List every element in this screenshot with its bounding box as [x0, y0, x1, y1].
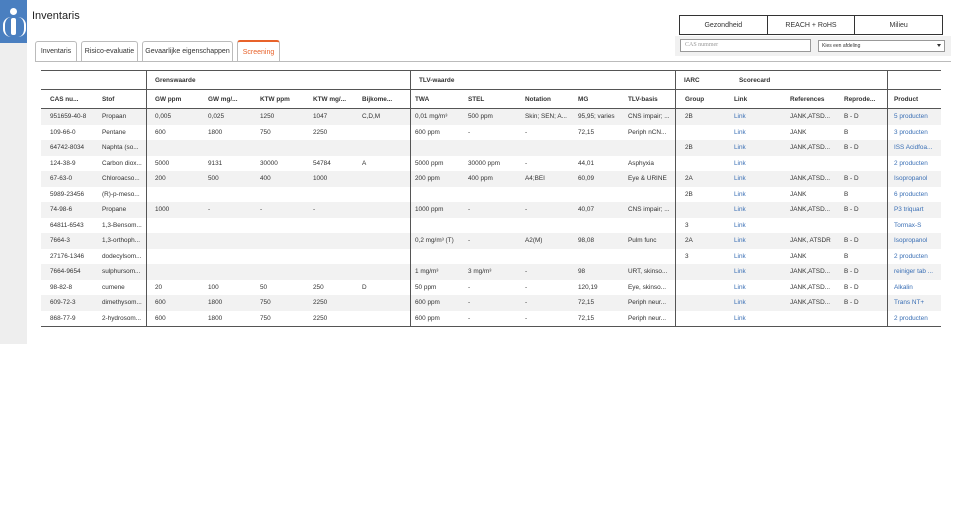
table-cell: 72,15	[578, 128, 594, 136]
table-cell: -	[525, 299, 528, 307]
table-cell	[313, 249, 361, 265]
column-header-6[interactable]: Bijkome...	[362, 95, 393, 103]
column-header-16[interactable]: Product	[894, 95, 919, 103]
table-cell	[313, 264, 361, 280]
table-cell: Periph nCN...	[628, 128, 667, 136]
milieu-button[interactable]: Milieu	[889, 21, 908, 29]
table-cell: 2-hydrosom...	[102, 314, 142, 322]
table-cell: D	[362, 283, 367, 291]
table-cell: 600	[155, 314, 166, 322]
table-cell: 600	[155, 128, 166, 136]
table-cell	[790, 156, 842, 172]
table-cell: 2B	[685, 190, 693, 198]
group-header-grenswaarde: Grenswaarde	[155, 76, 196, 84]
scorecard-link[interactable]: Link	[734, 175, 746, 183]
table-cell	[628, 140, 680, 156]
table-cell	[260, 233, 310, 249]
table-cell: -	[208, 206, 211, 214]
table-cell: 44,01	[578, 159, 594, 167]
table-cell: JANK,ATSD...	[790, 268, 831, 276]
table-cell: 750	[260, 314, 271, 322]
table-cell	[208, 140, 258, 156]
table-cell: -	[468, 283, 471, 291]
table-cell: -	[525, 314, 528, 322]
tab-risico-evaluatie[interactable]: Risico-evaluatie	[81, 41, 138, 61]
table-cell: dimethysom...	[102, 299, 142, 307]
table-cell	[362, 311, 412, 327]
table-cell: 0,005	[155, 113, 171, 121]
table-cell	[525, 218, 575, 234]
group-header-tlv-waarde: TLV-waarde	[419, 76, 455, 84]
table-cell: 30000 ppm	[468, 159, 500, 167]
table-cell: Skin; SEN; A...	[525, 113, 567, 121]
scorecard-link[interactable]: Link	[734, 128, 746, 136]
table-cell: 3	[685, 221, 689, 229]
table-cell: 200 ppm	[415, 175, 440, 183]
table-cell: 2A	[685, 237, 693, 245]
table-cell: JANK	[790, 128, 807, 136]
table-cell: 40,07	[578, 206, 594, 214]
table-cell: 7664-3	[50, 237, 70, 245]
table-cell	[155, 218, 205, 234]
scorecard-link[interactable]: Link	[734, 268, 746, 276]
table-cell: Periph neur...	[628, 299, 667, 307]
table-cell: 2B	[685, 113, 693, 121]
column-header-row	[41, 90, 941, 109]
table-cell: CNS impair; ...	[628, 206, 670, 214]
table-cell: Carbon diox...	[102, 159, 142, 167]
product-link[interactable]: Trans NT+	[894, 299, 925, 307]
table-cell	[362, 264, 412, 280]
table-cell: -	[260, 206, 263, 214]
table-cell: 600 ppm	[415, 299, 440, 307]
table-cell	[468, 140, 523, 156]
table-cell	[790, 311, 842, 327]
table-cell: B - D	[844, 144, 859, 152]
table-cell	[260, 264, 310, 280]
scorecard-link[interactable]: Link	[734, 283, 746, 291]
table-cell: 67-63-0	[50, 175, 73, 183]
table-cell	[362, 218, 412, 234]
sidebar	[0, 0, 27, 344]
table-cell: 64811-6543	[50, 221, 84, 229]
table-cell: JANK,ATSD...	[790, 206, 831, 214]
table-cell: -	[525, 268, 528, 276]
column-header-8[interactable]: STEL	[468, 95, 485, 103]
table-cell	[155, 264, 205, 280]
table-cell	[362, 187, 412, 203]
table-row[interactable]	[41, 171, 941, 187]
table-cell	[208, 187, 258, 203]
table-cell: sulphursom...	[102, 268, 141, 276]
table-cell: 1 mg/m³	[415, 268, 439, 276]
table-cell: 200	[155, 175, 166, 183]
table-cell	[685, 295, 730, 311]
table-cell: 64742-8034	[50, 144, 85, 152]
scorecard-link[interactable]: Link	[734, 144, 746, 152]
scorecard-link[interactable]: Link	[734, 113, 746, 121]
table-cell: C,D,M	[362, 113, 381, 121]
table-cell: 600 ppm	[415, 314, 440, 322]
table-cell: A2(M)	[525, 237, 543, 245]
table-cell	[208, 233, 258, 249]
table-cell: 750	[260, 128, 271, 136]
table-cell	[578, 140, 626, 156]
column-header-3[interactable]: GW mg/...	[208, 95, 238, 103]
table-cell: 500	[208, 175, 219, 183]
table-cell: 95,95; varies	[578, 113, 615, 121]
table-cell	[362, 295, 412, 311]
table-cell: 400	[260, 175, 271, 183]
column-header-11[interactable]: TLV-basis	[628, 95, 658, 103]
product-link[interactable]: 2 producten	[894, 314, 928, 322]
table-cell	[415, 249, 467, 265]
column-header-13[interactable]: Link	[734, 95, 748, 103]
table-cell: 20	[155, 283, 163, 291]
table-cell: B	[844, 252, 849, 260]
table-row[interactable]	[41, 218, 941, 234]
table-cell: 1800	[208, 128, 223, 136]
table-cell: A	[362, 159, 367, 167]
table-cell: B - D	[844, 113, 859, 121]
table-cell	[628, 218, 680, 234]
chevron-down-icon	[937, 44, 941, 47]
table-cell: 250	[313, 283, 324, 291]
product-link[interactable]: P3 triquart	[894, 206, 924, 214]
table-cell: 1800	[208, 299, 223, 307]
table-cell: dodecylsom...	[102, 252, 142, 260]
table-cell: A4;BEI	[525, 175, 545, 183]
table-cell: JANK	[790, 190, 807, 198]
table-cell: 74-98-6	[50, 206, 73, 214]
table-cell: 2250	[313, 314, 328, 322]
table-cell: 1000 ppm	[415, 206, 444, 214]
table-cell: Pentane	[102, 128, 126, 136]
table-cell: 5000	[155, 159, 170, 167]
table-cell: 5000 ppm	[415, 159, 444, 167]
table-cell	[155, 249, 205, 265]
product-link[interactable]: reiniger tab ...	[894, 268, 934, 276]
column-divider	[675, 70, 676, 327]
tab-gevaarlijke-eigenschappen[interactable]: Gevaarlijke eigenschappen	[142, 41, 233, 61]
product-link[interactable]: Alkalin	[894, 283, 913, 291]
product-link[interactable]: 2 producten	[894, 159, 928, 167]
table-row[interactable]	[41, 125, 941, 141]
page-title: Inventaris	[32, 10, 80, 22]
table-cell	[685, 125, 730, 141]
table-cell	[468, 249, 523, 265]
scorecard-link[interactable]: Link	[734, 206, 746, 214]
table-cell	[415, 140, 467, 156]
table-cell: JANK,ATSD...	[790, 144, 831, 152]
table-row[interactable]	[41, 140, 941, 156]
table-cell: -	[525, 206, 528, 214]
scorecard-link[interactable]: Link	[734, 159, 746, 167]
table-cell: JANK,ATSD...	[790, 283, 831, 291]
table-cell	[313, 233, 361, 249]
table-cell	[844, 156, 891, 172]
table-cell	[362, 125, 412, 141]
table-cell: -	[468, 314, 471, 322]
table-cell: 1000	[313, 175, 328, 183]
table-cell: -	[468, 206, 471, 214]
department-select[interactable]	[818, 40, 945, 52]
table-cell: 0,025	[208, 113, 224, 121]
column-header-10[interactable]: MG	[578, 95, 589, 103]
table-cell: Naphta (so...	[102, 144, 139, 152]
table-cell: (R)-p-meso...	[102, 190, 140, 198]
scorecard-link[interactable]: Link	[734, 237, 746, 245]
table-cell: 0,01 mg/m³	[415, 113, 448, 121]
table-cell	[685, 311, 730, 327]
product-link[interactable]: Isopropanol	[894, 237, 928, 245]
table-cell	[415, 187, 467, 203]
table-cell	[155, 140, 205, 156]
reach-rohs-button[interactable]: REACH + RoHS	[768, 16, 856, 34]
table-cell: JANK	[790, 252, 807, 260]
table-cell: Chloroacso...	[102, 175, 140, 183]
column-divider	[887, 70, 888, 327]
table-cell: 951659-40-8	[50, 113, 87, 121]
group-header-scorecard: Scorecard	[739, 76, 771, 84]
table-cell: B	[844, 128, 849, 136]
table-row[interactable]	[41, 249, 941, 265]
table-cell: B	[844, 190, 849, 198]
column-header-14[interactable]: References	[790, 95, 825, 103]
column-divider	[146, 70, 147, 327]
table-row[interactable]	[41, 264, 941, 280]
table-cell	[844, 218, 891, 234]
table-cell: 7664-9654	[50, 268, 81, 276]
column-header-7[interactable]: TWA	[415, 95, 430, 103]
column-header-0[interactable]: CAS nu...	[50, 95, 79, 103]
table-cell: B - D	[844, 299, 859, 307]
table-cell: 98,08	[578, 237, 594, 245]
table-cell	[313, 218, 361, 234]
table-cell: 27176-1346	[50, 252, 85, 260]
table-cell	[685, 156, 730, 172]
table-cell: 3 mg/m³	[468, 268, 492, 276]
table-cell: JANK,ATSD...	[790, 175, 831, 183]
product-link[interactable]: ISS Acidfoa...	[894, 144, 933, 152]
table-cell	[685, 264, 730, 280]
table-cell: Eye, skinso...	[628, 283, 667, 291]
table-cell: 98	[578, 268, 586, 276]
category-switcher	[679, 15, 943, 35]
group-header-row	[41, 70, 941, 90]
table-cell	[260, 140, 310, 156]
table-cell	[844, 311, 891, 327]
table-cell: 50 ppm	[415, 283, 437, 291]
table-cell: Asphyxia	[628, 159, 654, 167]
column-header-2[interactable]: GW ppm	[155, 95, 182, 103]
table-cell	[208, 218, 258, 234]
table-cell: 98-82-8	[50, 283, 73, 291]
table-cell: 1250	[260, 113, 275, 121]
table-cell	[685, 280, 730, 296]
product-link[interactable]: 3 producten	[894, 128, 928, 136]
table-row[interactable]	[41, 280, 941, 296]
column-divider	[410, 70, 411, 327]
table-cell: -	[525, 159, 528, 167]
table-cell	[155, 187, 205, 203]
table-cell	[790, 218, 842, 234]
table-cell: 120,19	[578, 283, 598, 291]
table-cell: URT, skinso...	[628, 268, 668, 276]
table-cell: B - D	[844, 206, 859, 214]
table-cell: 1,3-Bensom...	[102, 221, 142, 229]
scorecard-link[interactable]: Link	[734, 299, 746, 307]
table-cell: 100	[208, 283, 219, 291]
table-cell	[415, 218, 467, 234]
table-cell: 124-38-9	[50, 159, 76, 167]
table-cell: Propane	[102, 206, 127, 214]
table-cell: Propaan	[102, 113, 127, 121]
product-link[interactable]: 2 producten	[894, 252, 928, 260]
table-cell: Pulm func	[628, 237, 657, 245]
table-cell: -	[468, 299, 471, 307]
table-cell: 500 ppm	[468, 113, 493, 121]
table-cell: JANK,ATSD...	[790, 113, 831, 121]
table-cell: 50	[260, 283, 268, 291]
table-cell: -	[525, 128, 528, 136]
table-cell	[155, 233, 205, 249]
table-cell	[208, 249, 258, 265]
table-cell: B - D	[844, 283, 859, 291]
table-cell: 2250	[313, 299, 328, 307]
table-cell	[628, 187, 680, 203]
table-cell: 9131	[208, 159, 223, 167]
cas-number-input[interactable]: CAS nummer	[680, 39, 811, 52]
table-cell: Periph neur...	[628, 314, 667, 322]
table-cell: 2A	[685, 175, 693, 183]
app-logo-icon[interactable]	[0, 0, 27, 43]
table-row[interactable]	[41, 311, 941, 328]
table-cell	[525, 249, 575, 265]
table-cell	[525, 187, 575, 203]
table-cell: 3	[685, 252, 689, 260]
table-cell: 2250	[313, 128, 328, 136]
table-cell	[260, 187, 310, 203]
table-row[interactable]	[41, 202, 941, 218]
table-cell: B - D	[844, 268, 859, 276]
table-cell: 60,09	[578, 175, 594, 183]
table-cell: cumene	[102, 283, 125, 291]
table-cell	[362, 249, 412, 265]
tab-divider	[35, 61, 951, 62]
column-header-15[interactable]: Reprode...	[844, 95, 876, 103]
table-cell	[468, 187, 523, 203]
table-cell: 400 ppm	[468, 175, 493, 183]
product-link[interactable]: 6 producten	[894, 190, 928, 198]
table-row[interactable]	[41, 156, 941, 172]
table-cell: -	[468, 128, 471, 136]
table-cell: 72,15	[578, 314, 594, 322]
table-cell: 600 ppm	[415, 128, 440, 136]
table-cell: CNS impair; ...	[628, 113, 670, 121]
table-cell: -	[313, 206, 316, 214]
product-link[interactable]: Isopropanol	[894, 175, 928, 183]
table-cell: JANK, ATSDR	[790, 237, 831, 245]
table-cell: 1,3-orthoph...	[102, 237, 141, 245]
table-cell: 750	[260, 299, 271, 307]
table-cell: 2B	[685, 144, 693, 152]
product-link[interactable]: 5 producten	[894, 113, 928, 121]
table-cell	[362, 202, 412, 218]
table-cell: B - D	[844, 237, 859, 245]
scorecard-link[interactable]: Link	[734, 221, 746, 229]
table-cell	[362, 171, 412, 187]
table-row[interactable]	[41, 187, 941, 203]
screening-table	[41, 70, 941, 327]
product-link[interactable]: Tormax-S	[894, 221, 922, 229]
scorecard-link[interactable]: Link	[734, 190, 746, 198]
column-header-5[interactable]: KTW mg/...	[313, 95, 347, 103]
tab-inventaris[interactable]: Inventaris	[35, 41, 77, 61]
table-cell: 1800	[208, 314, 223, 322]
column-header-9[interactable]: Notation	[525, 95, 551, 103]
table-cell: -	[525, 283, 528, 291]
table-row[interactable]	[41, 233, 941, 249]
column-header-4[interactable]: KTW ppm	[260, 95, 290, 103]
table-cell: JANK,ATSD...	[790, 299, 831, 307]
table-row[interactable]	[41, 109, 941, 125]
table-cell: 30000	[260, 159, 278, 167]
table-cell	[260, 218, 310, 234]
table-cell	[468, 218, 523, 234]
scorecard-link[interactable]: Link	[734, 252, 746, 260]
table-cell	[362, 140, 412, 156]
table-cell: 1047	[313, 113, 328, 121]
table-cell: -	[468, 237, 471, 245]
table-cell: Eye & URINE	[628, 175, 667, 183]
table-cell	[578, 218, 626, 234]
table-cell: 54784	[313, 159, 331, 167]
table-cell	[260, 249, 310, 265]
table-cell: 0,2 mg/m³ (T)	[415, 237, 454, 245]
table-cell: 868-77-9	[50, 314, 76, 322]
table-cell	[628, 249, 680, 265]
table-cell	[578, 249, 626, 265]
table-cell: 600	[155, 299, 166, 307]
tab-screening[interactable]: Screening	[237, 40, 280, 62]
table-cell: 5989-23456	[50, 190, 85, 198]
column-header-1[interactable]: Stof	[102, 95, 115, 103]
table-cell	[525, 140, 575, 156]
gezondheid-button[interactable]: Gezondheid	[680, 16, 768, 34]
scorecard-link[interactable]: Link	[734, 314, 746, 322]
column-header-12[interactable]: Group	[685, 95, 705, 103]
table-cell	[313, 187, 361, 203]
table-row[interactable]	[41, 295, 941, 311]
table-cell	[578, 187, 626, 203]
table-cell	[208, 264, 258, 280]
group-header-iarc: IARC	[684, 76, 700, 84]
table-cell: 72,15	[578, 299, 594, 307]
table-cell	[362, 233, 412, 249]
table-cell	[313, 140, 361, 156]
table-cell	[685, 202, 730, 218]
department-select-value: Kies een afdeling	[822, 43, 861, 49]
table-cell: 1000	[155, 206, 170, 214]
table-cell: B - D	[844, 175, 859, 183]
table-cell: 609-72-3	[50, 299, 76, 307]
table-cell: 109-66-0	[50, 128, 76, 136]
